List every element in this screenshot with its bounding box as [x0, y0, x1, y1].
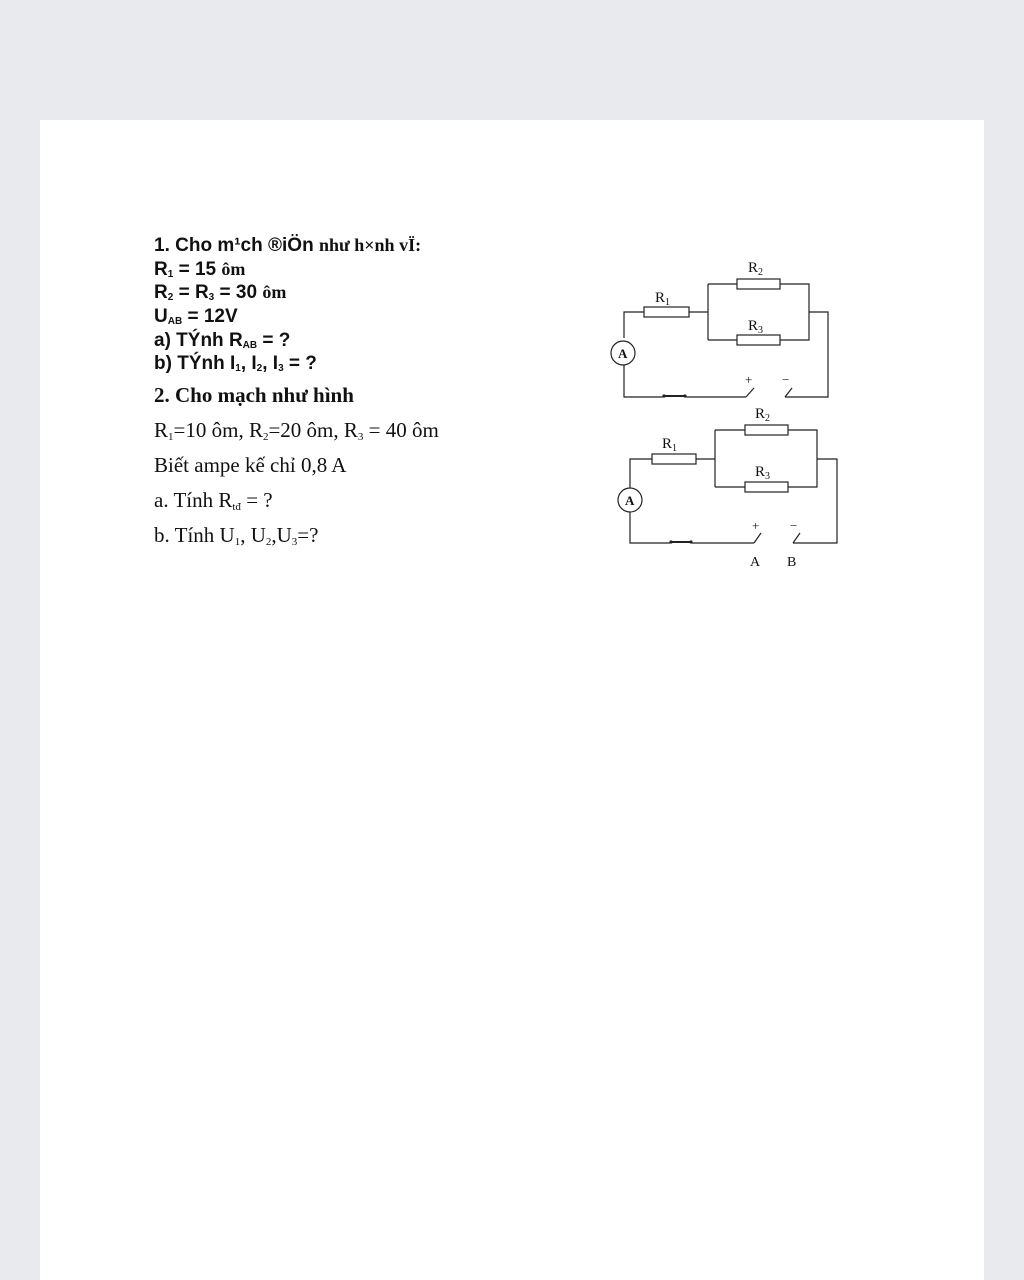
circuit-2-terminal-b: B — [787, 555, 797, 570]
document-page — [40, 120, 984, 1280]
problem-1-r2-r3: $R_2 = R_3 = 30$ ôm — [154, 282, 287, 304]
circuit-2-terminal-a: A — [750, 555, 761, 570]
circuit-2-label-r1: $R_1$ — [662, 436, 678, 454]
problem-2-question-a: a. Tính $R_{tđ}$ = ? — [154, 488, 273, 513]
circuit-diagram-2 — [40, 120, 984, 1280]
circuit-2-switch — [669, 540, 692, 543]
circuit-2-ammeter-label: A — [625, 493, 635, 508]
circuit-2-label-r2: $R_2$ — [755, 406, 771, 424]
problem-1-question-a: a) TÝnh $R_{AB}$ = ? — [154, 329, 291, 351]
problem-2-given: Biết ampe kế chỉ 0,8 A — [154, 453, 347, 477]
problem-2-question-b: b. Tính $U_1$, $U_2,U_3=$? — [154, 523, 319, 548]
problem-1-r1: $R_1 = 15$ ôm — [154, 258, 246, 280]
circuit-1-ammeter-label: A — [618, 346, 628, 361]
problem-2-title: 2. Cho mạch như hình — [154, 383, 354, 407]
problem-1-question-b: b) TÝnh $I_1$, $I_2$, $I_3$ = ? — [154, 353, 317, 375]
problem-1-title: 1. Cho m¹ch ®iÖn như h×nh vÏ: — [154, 235, 422, 256]
circuit-2-label-r3: $R_3$ — [755, 464, 771, 482]
problem-1-voltage: $U_{AB} = 12V$ — [154, 306, 238, 328]
circuit-2-plus-sign: + — [752, 518, 760, 533]
circuit-2-minus-sign: − — [790, 518, 798, 533]
circuit-2-resistor-r2 — [745, 425, 788, 435]
circuit-1-label-r2: $R_2$ — [748, 260, 764, 278]
circuit-2-terminals — [754, 533, 800, 543]
circuit-2-resistor-r3 — [745, 482, 788, 492]
problem-2-values: $R_1=10$ ôm, $R_2=20$ ôm, $R_3 = 40$ ôm — [154, 418, 439, 443]
circuit-1-label-r1: $R_1$ — [655, 290, 671, 308]
circuit-2-resistor-r1 — [652, 454, 696, 464]
circuit-1-plus-sign: + — [745, 372, 753, 387]
circuit-1-minus-sign: − — [782, 372, 790, 387]
circuit-1-label-r3: $R_3$ — [748, 318, 764, 336]
